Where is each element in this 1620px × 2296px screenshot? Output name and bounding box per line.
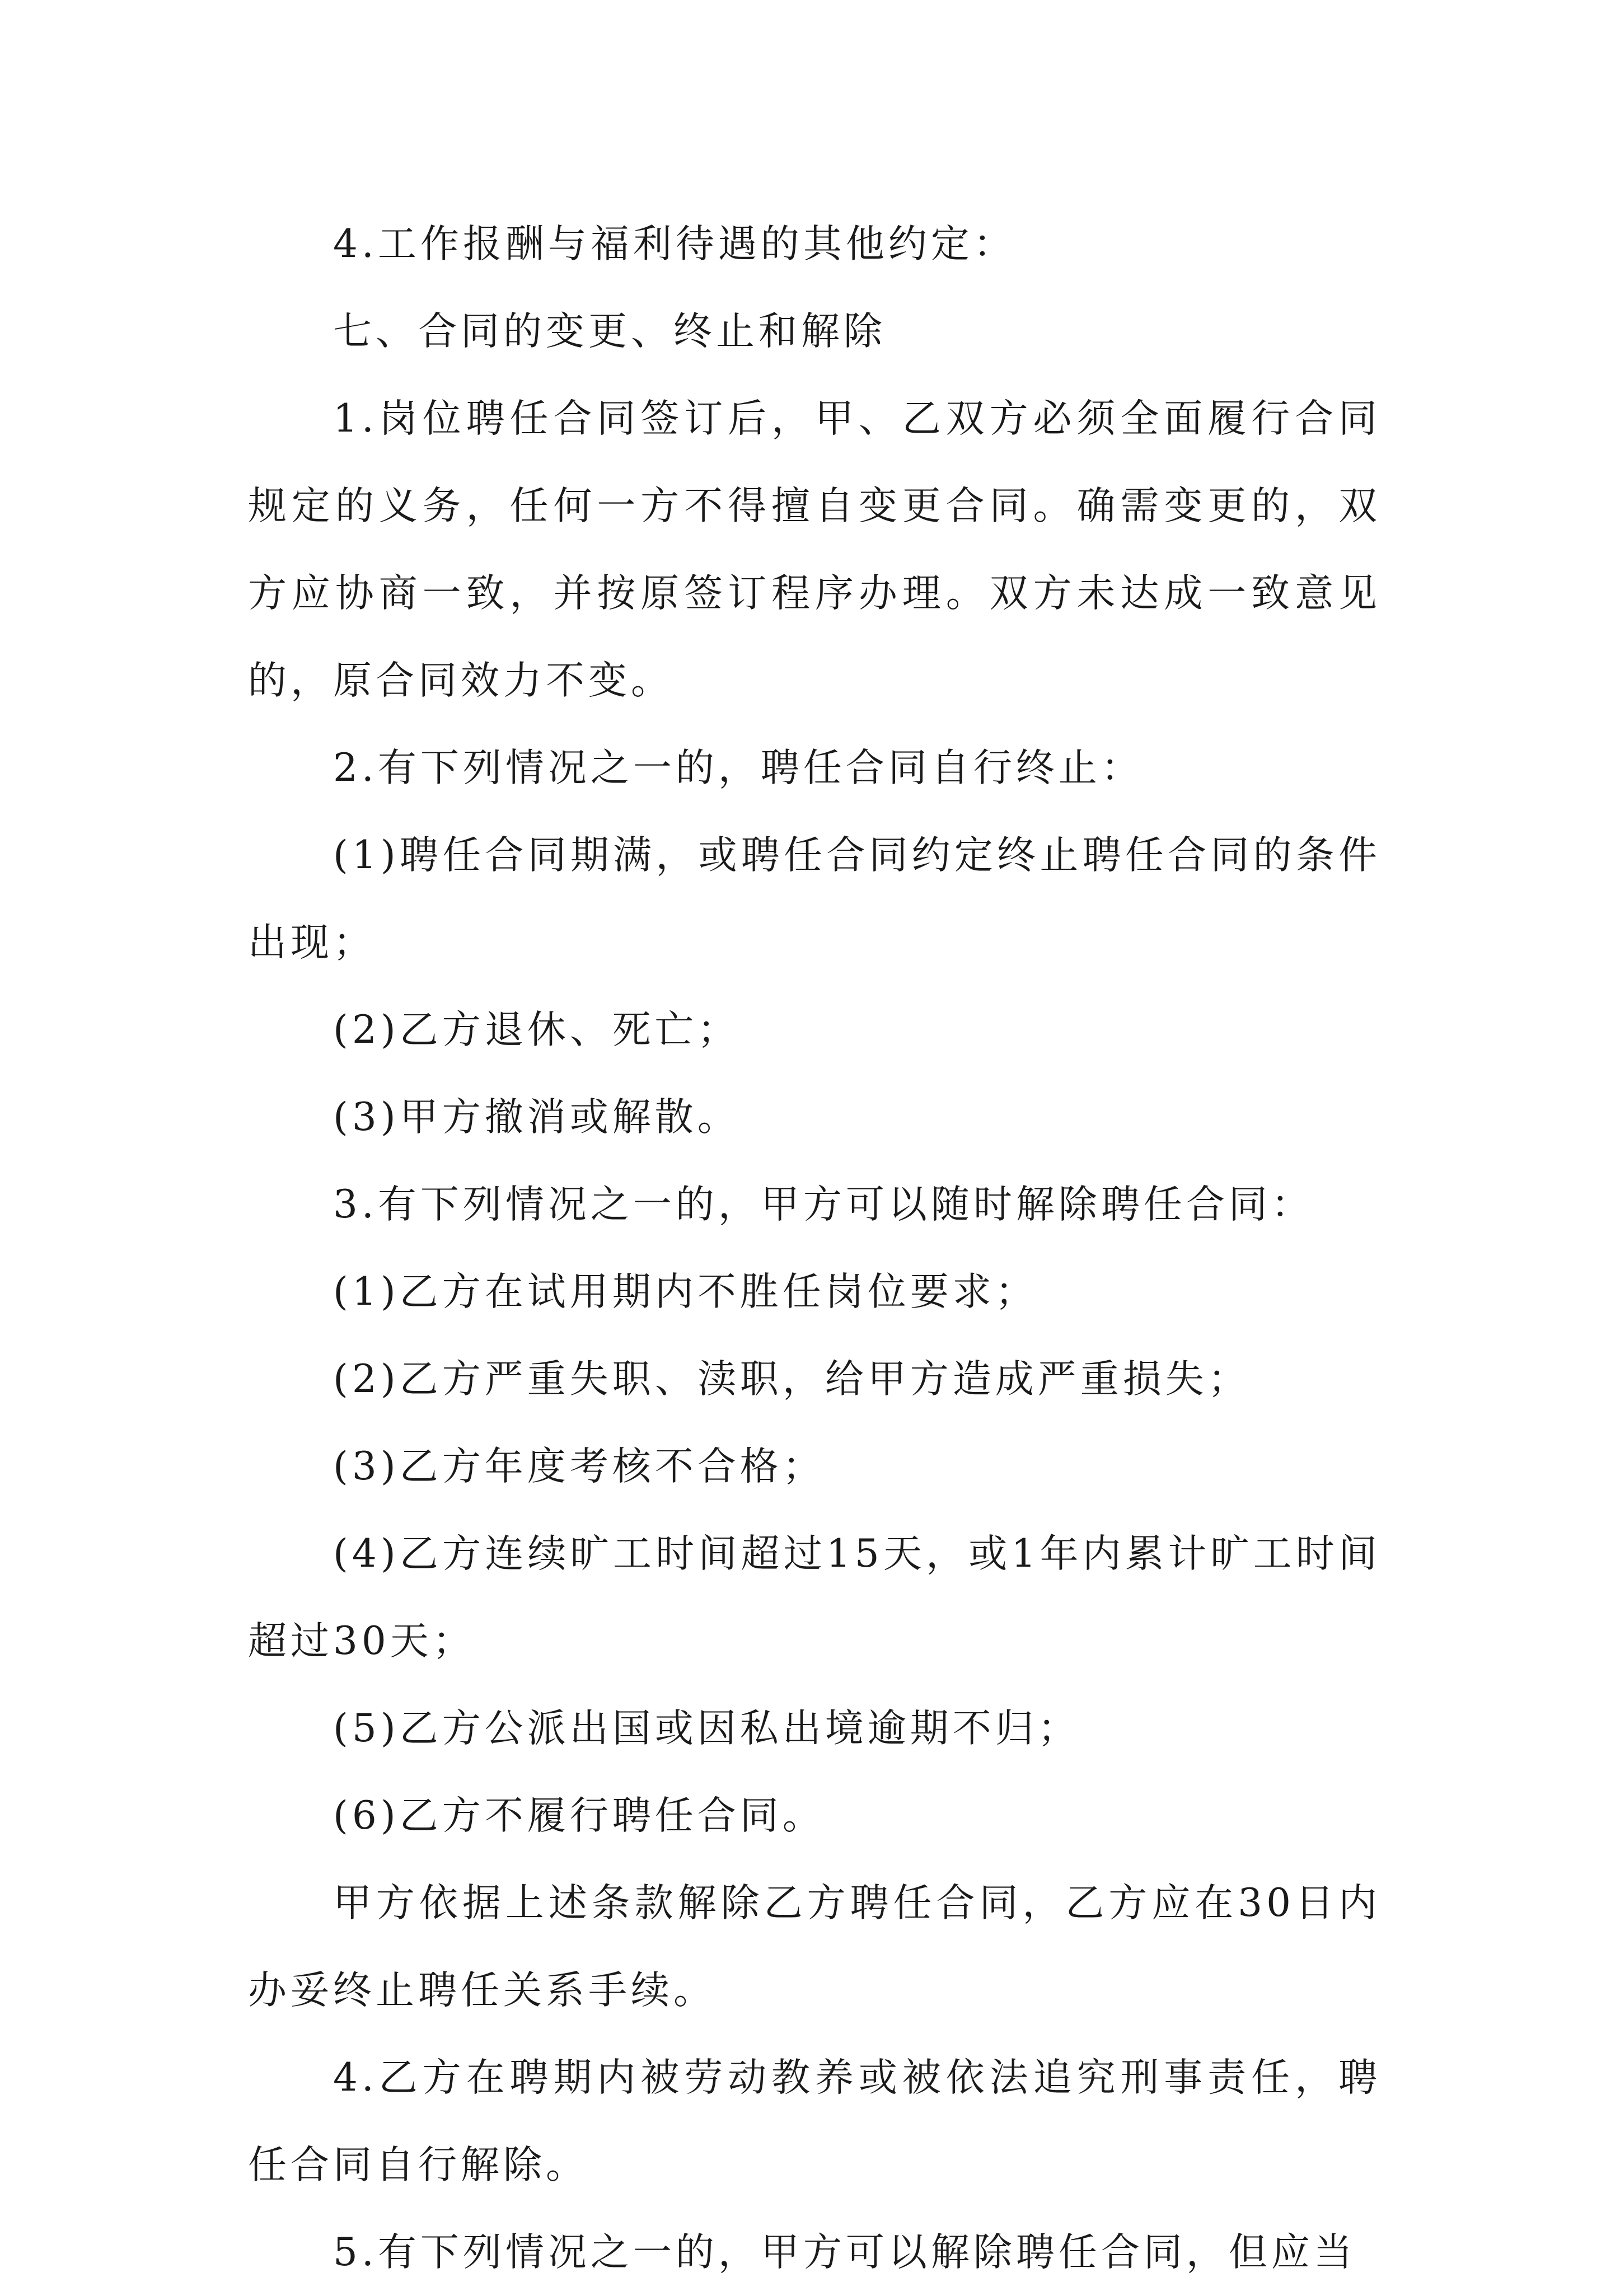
paragraph-compensation-other: 4.工作报酬与福利待遇的其他约定： [333,222,1016,266]
list-item-3-6: (6)乙方不履行聘任合同。 [333,1793,825,1838]
list-item-3-4: (4)乙方连续旷工时间超过15天，或1年内累计旷工时间超过30天； [248,1531,1381,1664]
paragraph-clause-1: 1.岗位聘任合同签订后，甲、乙双方必须全面履行合同规定的义务，任何一方不得擅自变更合同。确需变更的，双方应协商一致，并按原签订程序办理。双方未达成一致意见的，原合同效力不变。 [248,396,1381,703]
section-heading-contract-change: 七、合同的变更、终止和解除 [333,309,886,354]
list-item-3-3: (3)乙方年度考核不合格； [333,1444,825,1489]
paragraph-clause-2: 2.有下列情况之一的，聘任合同自行终止： [333,746,1144,790]
list-item-2-1: (1)聘任合同期满，或聘任合同约定终止聘任合同的条件出现； [248,833,1381,965]
list-item-3-5: (5)乙方公派出国或因私出境逾期不归； [333,1706,1080,1751]
list-item-2-3: (3)甲方撤消或解散。 [333,1095,740,1140]
list-item-3-1: (1)乙方在试用期内不胜任岗位要求； [333,1269,1038,1314]
document-body [248,200,1381,2296]
paragraph-clause-5: 5.有下列情况之一的，甲方可以解除聘任合同，但应当 [333,2230,1356,2275]
paragraph-termination-procedure: 甲方依据上述条款解除乙方聘任合同，乙方应在30日内办妥终止聘任关系手续。 [248,1881,1381,2013]
paragraph-clause-4: 4.乙方在聘期内被劳动教养或被依法追究刑事责任，聘任合同自行解除。 [248,2055,1381,2187]
paragraph-clause-3: 3.有下列情况之一的，甲方可以随时解除聘任合同： [333,1182,1314,1227]
list-item-3-2: (2)乙方严重失职、渎职，给甲方造成严重损失； [333,1357,1251,1402]
list-item-2-2: (2)乙方退休、死亡； [333,1008,740,1052]
